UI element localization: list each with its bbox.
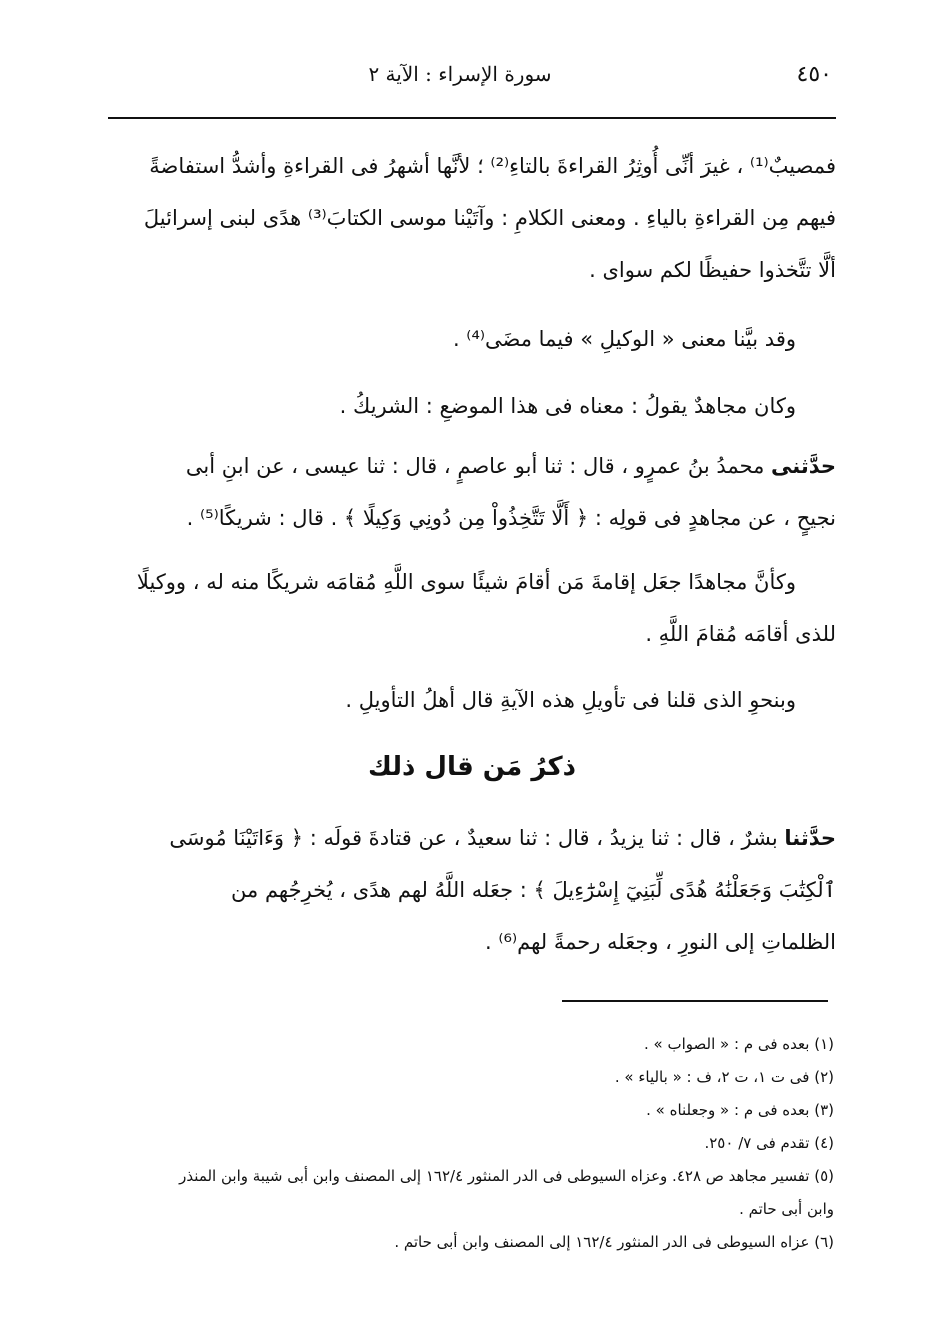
footnote: (٢) فى ت ١، ت ٢، ف : « بالياء » . bbox=[614, 1068, 834, 1086]
paragraph-4 bbox=[108, 440, 836, 544]
footnote: (١) بعده فى م : « الصواب » . bbox=[644, 1035, 834, 1053]
paragraph-6 bbox=[108, 674, 836, 726]
footnotes bbox=[118, 1028, 834, 1259]
paragraph-3 bbox=[108, 380, 836, 432]
text-run: محمدُ بنُ عمرٍو ، قال : ثنا أبو عاصمٍ ، قال : ثنا عيسى ، عن ابنِ أبى bbox=[185, 454, 765, 478]
text-line bbox=[108, 440, 836, 492]
text-line bbox=[108, 812, 836, 864]
footnote: (٤) تقدم فى ٧/ ٢٥٠. bbox=[704, 1134, 834, 1152]
isnad-lead: حدَّثنا bbox=[784, 826, 836, 850]
footnote: (٣) بعده فى م : « وجعلناه » . bbox=[646, 1101, 834, 1119]
isnad-lead: حدَّثنى bbox=[771, 454, 836, 478]
paragraph-7 bbox=[108, 812, 836, 968]
text-line: فيهم مِن القراءةِ بالياءِ . ومعنى الكلامِ : وآتَيْنا موسى الكتابَ⁽³⁾ هدًى لبنى إسرائيلَ bbox=[143, 206, 836, 230]
text-line: ألَّا تتَّخذوا حفيظًا لكم سواى . bbox=[589, 258, 836, 282]
text-line: الظلماتِ إلى النورِ ، وجعَله رحمةً لهم⁽⁶⁾ . bbox=[485, 930, 836, 954]
text-line: للذى أقامَه مُقامَ اللَّهِ . bbox=[645, 622, 836, 646]
footnote-separator bbox=[562, 1000, 828, 1002]
section-heading: ذكرُ مَن قال ذلك bbox=[368, 752, 576, 782]
paragraph-1 bbox=[108, 140, 836, 296]
header-rule bbox=[108, 117, 836, 119]
text-run: بشرٌ ، قال : ثنا يزيدُ ، قال : ثنا سعيدٌ ، عن قتادةَ قولَه : ﴿ وَءَاتَيْنَا مُوسَى bbox=[169, 826, 778, 850]
paragraph-5 bbox=[108, 556, 836, 660]
footnote-continuation: وابن أبى حاتم . bbox=[739, 1200, 834, 1218]
page-number: ٤٥٠ bbox=[796, 62, 832, 87]
text-line: ٱلْكِتَٰبَ وَجَعَلْنَٰهُ هُدًى لِّبَنِيٓ إِسْرَٰٓءِيلَ ﴾ : جعَله اللَّهُ لهم هدًى ، يُخرِجُهم من bbox=[231, 878, 836, 902]
text-line: وكأنَّ مجاهدًا جعَل إقامةَ مَن أقامَ شيئًا سوى اللَّهِ مُقامَه شريكًا منه له ، ووكيلًا bbox=[136, 570, 796, 594]
running-title: سورة الإسراء : الآية ٢ bbox=[368, 62, 552, 86]
paragraph-2 bbox=[108, 313, 836, 365]
footnote: (٦) عزاه السيوطى فى الدر المنثور ١٦٢/٤ إلى المصنف وابن أبى حاتم . bbox=[394, 1233, 834, 1251]
footnote: (٥) تفسير مجاهد ص ٤٢٨. وعزاه السيوطى فى الدر المنثور ١٦٢/٤ إلى المصنف وابن أبى شيبة وابن المنذر bbox=[179, 1167, 834, 1185]
text-line: فمصيبٌ⁽¹⁾ ، غيرَ أنِّى أُوثِرُ القراءةَ بالتاءِ⁽²⁾ ؛ لأنَّها أشهرُ فى القراءةِ وأشدُّ استفاضةً bbox=[149, 154, 836, 178]
text-line: وقد بيَّنا معنى « الوكيلِ » فيما مضَى⁽⁴⁾ . bbox=[452, 327, 796, 351]
text-line: نجيحٍ ، عن مجاهدٍ فى قولِه : ﴿ أَلَّا تَتَّخِذُواْ مِن دُونِي وَكِيلًا ﴾ . قال : شريكًا⁽⁵⁾ . bbox=[186, 506, 836, 530]
text-line: وبنحوِ الذى قلنا فى تأويلِ هذه الآيةِ قال أهلُ التأويلِ . bbox=[345, 688, 796, 712]
text-line: وكان مجاهدٌ يقولُ : معناه فى هذا الموضعِ : الشريكُ . bbox=[339, 394, 796, 418]
